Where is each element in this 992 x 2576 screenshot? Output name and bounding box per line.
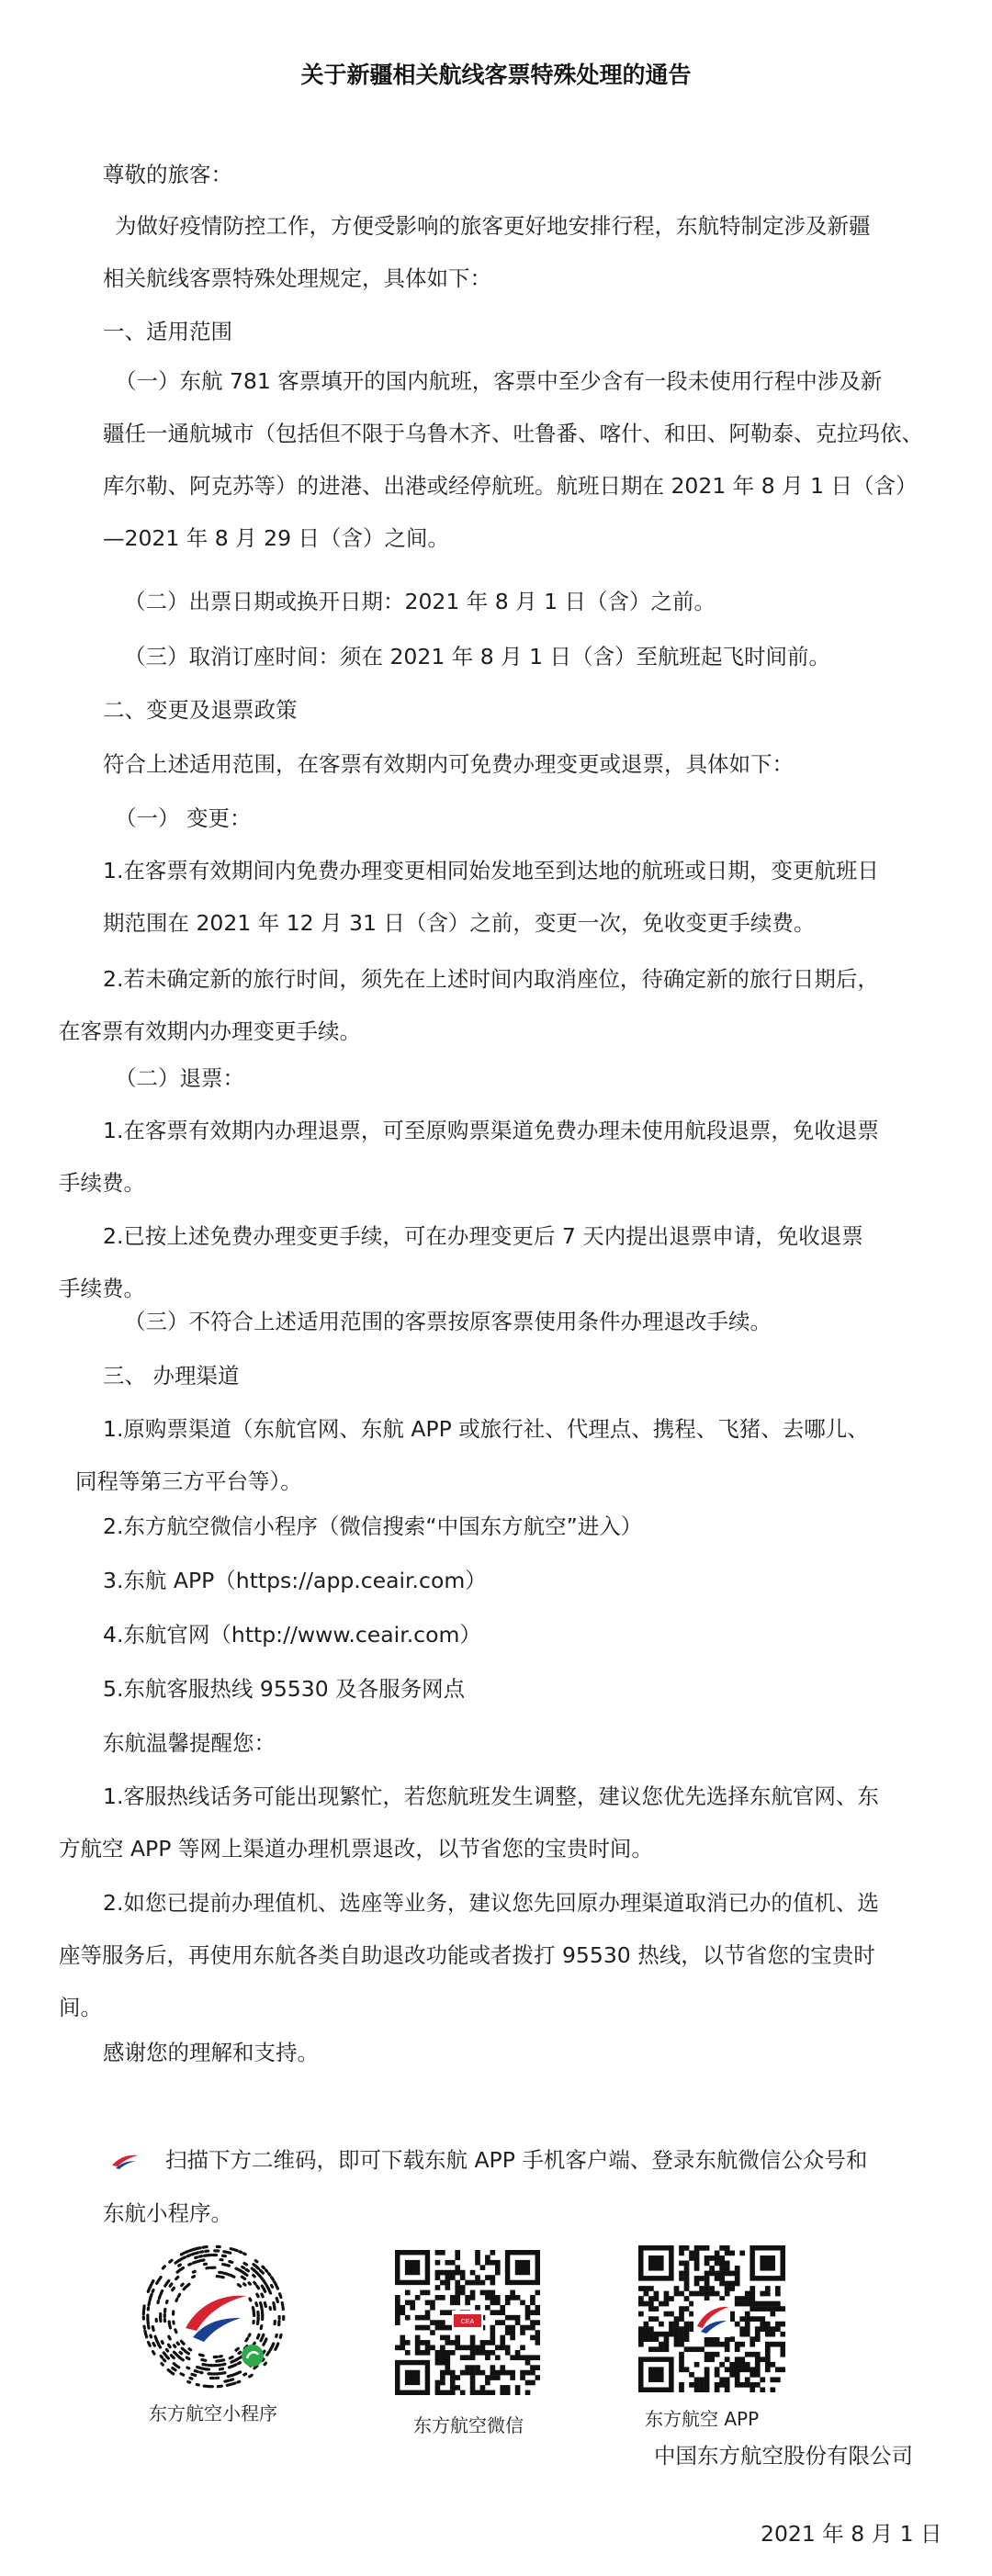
intro-line: 相关航线客票特殊处理规定，具体如下： bbox=[103, 265, 491, 291]
qr-caption-mini: 东方航空小程序 bbox=[149, 2402, 277, 2424]
refund-heading: （二）退票： bbox=[115, 1065, 244, 1091]
intro-paragraph bbox=[103, 200, 946, 305]
text-line: （一）东航 781 客票填开的国内航班，客票中至少含有一段未使用行程中涉及新 bbox=[115, 368, 883, 394]
refund-item2 bbox=[59, 1210, 934, 1315]
wechat-qr-code[interactable] bbox=[395, 2250, 540, 2395]
signature: 中国东方航空股份有限公司 bbox=[654, 2443, 913, 2469]
channel-item2: 2.东方航空微信小程序（微信搜索“中国东方航空”进入） bbox=[103, 1513, 643, 1539]
refund-other: （三）不符合上述适用范围的客票按原客票使用条件办理退改手续。 bbox=[124, 1309, 772, 1334]
text-line: 1.原购票渠道（东航官网、东航 APP 或旅行社、代理点、携程、飞猪、去哪儿、 bbox=[103, 1416, 869, 1442]
qr-caption-app: 东方航空 APP bbox=[645, 2408, 760, 2430]
text-line: 在客票有效期内办理变更手续。 bbox=[59, 1018, 361, 1044]
text-line: 方航空 APP 等网上渠道办理机票退改，以节省您的宝贵时间。 bbox=[59, 1836, 653, 1862]
text-line: 手续费。 bbox=[59, 1170, 145, 1196]
notice-title: 关于新疆相关航线客票特殊处理的通告 bbox=[300, 62, 692, 88]
section2-intro: 符合上述适用范围，在客票有效期内可免费办理变更或退票，具体如下： bbox=[103, 751, 794, 777]
greeting: 尊敬的旅客： bbox=[103, 162, 232, 187]
airline-logo-icon bbox=[110, 2153, 140, 2171]
text-line: 库尔勒、阿克苏等）的进港、出港或经停航班。航班日期在 2021 年 8 月 1 日（含） bbox=[103, 473, 918, 499]
qr-caption-wechat: 东方航空微信 bbox=[413, 2414, 524, 2436]
channel-item5: 5.东航客服热线 95530 及各服务网点 bbox=[103, 1676, 466, 1702]
app-qr-code[interactable] bbox=[638, 2245, 785, 2392]
section1-heading: 一、适用范围 bbox=[103, 319, 232, 344]
intro-line: 为做好疫情防控工作，方便受影响的旅客更好地安排行程，东航特制定涉及新疆 bbox=[115, 213, 871, 239]
text-line: 2.已按上述免费办理变更手续，可在办理变更后 7 天内提出退票申请，免收退票 bbox=[103, 1223, 863, 1249]
thanks-text: 感谢您的理解和支持。 bbox=[103, 2040, 319, 2065]
text-line: —2021 年 8 月 29 日（含）之间。 bbox=[103, 525, 450, 551]
section2-heading: 二、变更及退票政策 bbox=[103, 697, 298, 723]
scan-note: 扫描下方二维码，即可下载东航 APP 手机客户端、登录东航微信公众号和 bbox=[165, 2147, 868, 2173]
text-line: 同程等第三方平台等）。 bbox=[75, 1468, 302, 1494]
change-heading: （一） 变更： bbox=[115, 805, 252, 831]
text-line: 座等服务后，再使用东航各类自助退改功能或者拨打 95530 热线，以节省您的宝贵时 bbox=[59, 1942, 875, 1968]
reminder-item2 bbox=[59, 1877, 934, 2034]
change-item2 bbox=[59, 953, 934, 1058]
channel-item4: 4.东航官网（http://www.ceair.com） bbox=[103, 1622, 481, 1648]
refund-item1 bbox=[59, 1105, 934, 1209]
text-line: 1.在客票有效期内办理退票，可至原购票渠道免费办理未使用航段退票，免收退票 bbox=[103, 1118, 879, 1143]
section1-item3: （三）取消订座时间：须在 2021 年 8 月 1 日（含）至航班起飞时间前。 bbox=[124, 644, 831, 669]
section3-heading: 三、 办理渠道 bbox=[103, 1363, 240, 1389]
reminder-heading: 东航温馨提醒您： bbox=[103, 1730, 276, 1756]
scan-note: 东航小程序。 bbox=[103, 2200, 232, 2226]
reminder-item1 bbox=[59, 1771, 934, 1875]
text-line: 期范围在 2021 年 12 月 31 日（含）之前，变更一次，免收变更手续费。 bbox=[103, 910, 816, 936]
section1-item1 bbox=[103, 355, 934, 565]
svg-text:CEA: CEA bbox=[460, 2319, 475, 2325]
text-line: 1.在客票有效期间内免费办理变更相同始发地至到达地的航班或日期，变更航班日 bbox=[103, 858, 879, 883]
text-line: 2.如您已提前办理值机、选座等业务，建议您先回原办理渠道取消已办的值机、选 bbox=[103, 1890, 879, 1916]
mini-program-qr-code[interactable] bbox=[138, 2241, 289, 2392]
channel-item1 bbox=[75, 1403, 934, 1508]
channel-item3: 3.东航 APP（https://app.ceair.com） bbox=[103, 1568, 487, 1593]
text-line: 1.客服热线话务可能出现繁忙，若您航班发生调整，建议您优先选择东航官网、东 bbox=[103, 1783, 879, 1809]
notice-date: 2021 年 8 月 1 日 bbox=[761, 2521, 942, 2547]
text-line: 间。 bbox=[59, 1995, 102, 2020]
change-item1 bbox=[103, 845, 934, 950]
section1-item2: （二）出票日期或换开日期：2021 年 8 月 1 日（含）之前。 bbox=[124, 589, 716, 614]
text-line: 手续费。 bbox=[59, 1276, 145, 1301]
text-line: 疆任一通航城市（包括但不限于乌鲁木齐、吐鲁番、喀什、和田、阿勒泰、克拉玛依、 bbox=[103, 421, 923, 446]
text-line: 2.若未确定新的旅行时间，须先在上述时间内取消座位，待确定新的旅行日期后， bbox=[103, 966, 879, 992]
